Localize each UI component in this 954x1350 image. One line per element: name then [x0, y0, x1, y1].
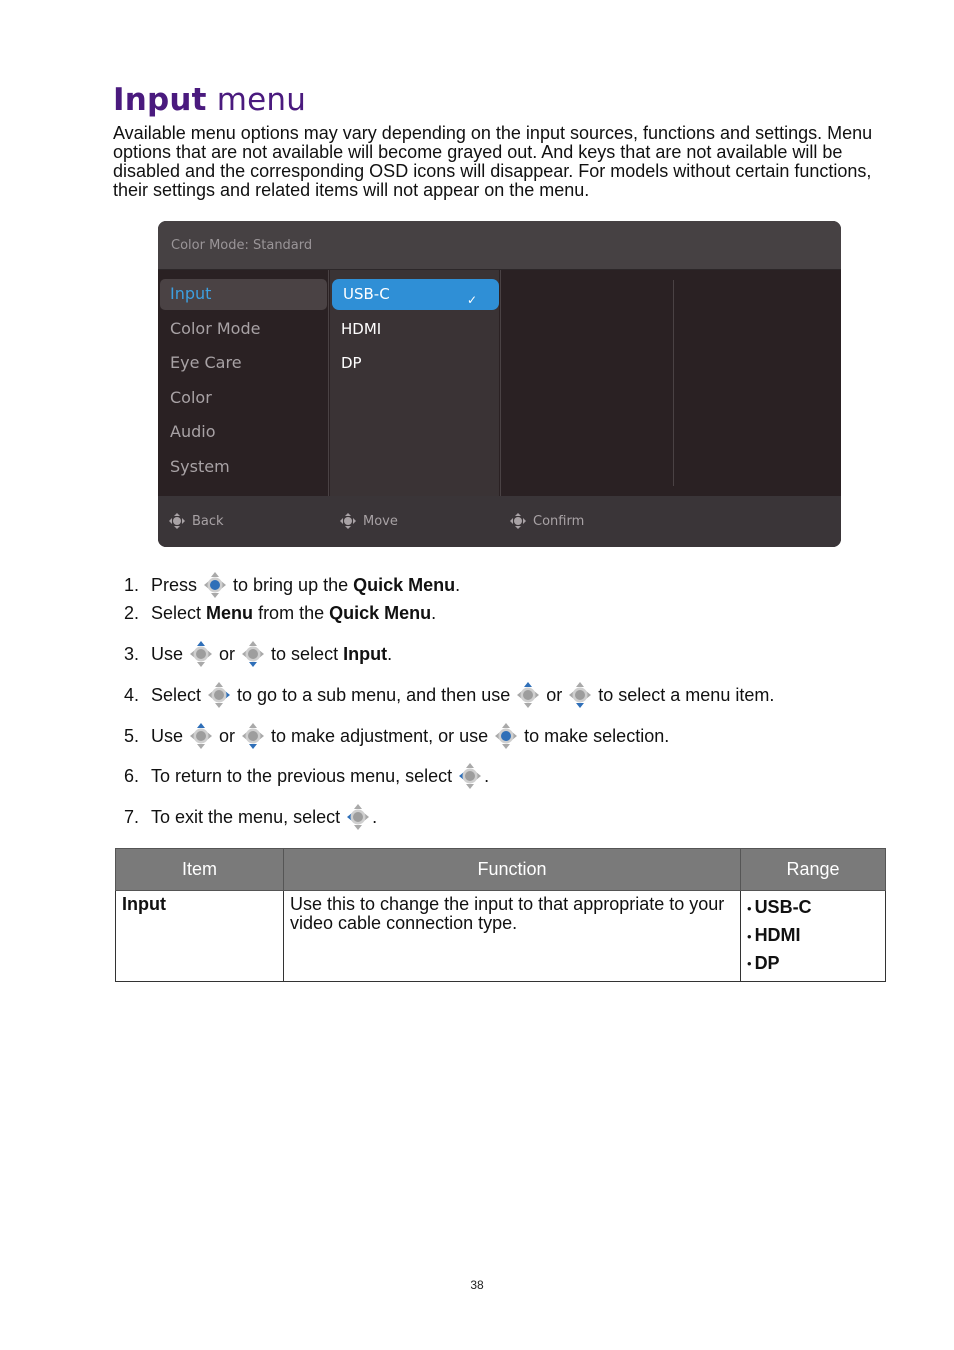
- step-bold: Quick Menu: [329, 603, 432, 623]
- osd-header: [158, 221, 841, 270]
- step-text: Use: [151, 725, 184, 746]
- step-text: to make selection.: [524, 725, 670, 746]
- osd-sub-item-dp[interactable]: DP: [341, 354, 362, 372]
- step-text: Press: [151, 574, 198, 595]
- osd-footer-back-label: Back: [192, 513, 224, 529]
- range-option: • USB-C: [747, 894, 879, 922]
- step-text: to select a menu item.: [598, 684, 775, 705]
- osd-divider: [673, 280, 674, 486]
- step-text: to make adjustment, or use: [271, 725, 489, 746]
- intro-paragraph: Available menu options may vary depending on the input sources, functions and settings. Menu options that are not available will become grayed out. And keys that are not available will be disabled and the corresponding OSD icons will disappear. For models without certain functions, their settings and related items will not appear on the menu.: [113, 123, 873, 200]
- step-text: or: [219, 643, 236, 664]
- step-text: .: [431, 603, 437, 623]
- table-header-item: Item: [116, 849, 284, 891]
- osd-footer-confirm-label: Confirm: [533, 513, 585, 529]
- step-text: to go to a sub menu, and then use: [237, 684, 511, 705]
- step-text: or: [546, 684, 563, 705]
- step-number: 3.: [124, 643, 140, 664]
- step-text: Select: [151, 603, 202, 623]
- osd-footer: [158, 496, 841, 547]
- step-text: .: [455, 574, 461, 595]
- joystick-left-icon: [344, 802, 372, 832]
- table-cell-item: Input: [116, 891, 284, 982]
- osd-main-menu: [158, 270, 329, 496]
- joystick-confirm-icon: [509, 512, 527, 530]
- step-number: 4.: [124, 684, 140, 705]
- step-4: [124, 680, 774, 710]
- joystick-down-icon: [566, 680, 594, 710]
- page-title: [113, 82, 306, 118]
- range-option: • DP: [747, 950, 879, 978]
- joystick-up-icon: [187, 639, 215, 669]
- table-cell-range: [741, 891, 886, 982]
- check-icon: ✓: [466, 293, 477, 307]
- osd-sub-item-usbc: USB-C: [343, 285, 390, 303]
- step-number: 7.: [124, 806, 140, 827]
- joystick-up-icon: [514, 680, 542, 710]
- step-text: .: [372, 806, 378, 827]
- joystick-move-icon: [339, 512, 357, 530]
- joystick-left-icon: [168, 512, 186, 530]
- osd-footer-back: [168, 512, 224, 530]
- osd-sub-selected[interactable]: [332, 279, 499, 310]
- joystick-up-icon: [187, 721, 215, 751]
- osd-footer-move-label: Move: [363, 513, 398, 529]
- osd-header-text: Color Mode: Standard: [171, 238, 313, 253]
- step-text: to bring up the: [233, 574, 349, 595]
- joystick-down-icon: [239, 721, 267, 751]
- osd-menu-item-audio[interactable]: Audio: [170, 422, 216, 441]
- osd-sub-menu: [330, 270, 499, 496]
- osd-menu-item-input[interactable]: Input: [170, 284, 212, 303]
- step-bold: Input: [343, 643, 388, 664]
- osd-menu-item-eye-care[interactable]: Eye Care: [170, 353, 242, 372]
- osd-footer-move: [339, 512, 398, 530]
- joystick-right-icon: [205, 680, 233, 710]
- step-number: 2.: [124, 603, 140, 623]
- osd-menu-screenshot: [158, 221, 841, 547]
- step-text: Select: [151, 684, 202, 705]
- step-3: [124, 639, 392, 669]
- step-text: To exit the menu, select: [151, 806, 341, 827]
- step-bold: Quick Menu: [353, 574, 456, 595]
- step-text: .: [387, 643, 393, 664]
- osd-menu-item-color[interactable]: Color: [170, 388, 212, 407]
- step-text: .: [484, 765, 490, 786]
- osd-menu-item-system[interactable]: System: [170, 457, 230, 476]
- page-title-bold: Input: [113, 82, 207, 118]
- step-1: [124, 570, 460, 600]
- settings-table: [115, 848, 886, 982]
- table-cell-function: Use this to change the input to that appropriate to your video cable connection type.: [284, 891, 741, 982]
- step-text: To return to the previous menu, select: [151, 765, 453, 786]
- step-text: from the: [258, 603, 325, 623]
- page-title-rest: menu: [216, 82, 307, 118]
- joystick-center-icon: [492, 721, 520, 751]
- osd-menu-item-color-mode[interactable]: Color Mode: [170, 319, 261, 338]
- step-2: [124, 603, 436, 624]
- joystick-center-icon: [201, 570, 229, 600]
- step-text: to select: [271, 643, 339, 664]
- step-number: 1.: [124, 574, 140, 595]
- table-header-function: Function: [284, 849, 741, 891]
- step-text: Use: [151, 643, 184, 664]
- table-header-row: [116, 849, 886, 891]
- step-7: [124, 802, 377, 832]
- step-5: [124, 721, 669, 751]
- range-option: • HDMI: [747, 922, 879, 950]
- osd-body: [158, 270, 841, 496]
- page-number: 38: [470, 1278, 484, 1292]
- table-header-range: Range: [741, 849, 886, 891]
- joystick-down-icon: [239, 639, 267, 669]
- step-number: 5.: [124, 725, 140, 746]
- osd-detail-panel: [500, 270, 673, 496]
- step-text: or: [219, 725, 236, 746]
- step-bold: Menu: [206, 603, 254, 623]
- joystick-left-icon: [456, 761, 484, 791]
- osd-footer-confirm: [509, 512, 584, 530]
- table-row: [116, 891, 886, 982]
- step-6: [124, 761, 489, 791]
- osd-sub-item-hdmi[interactable]: HDMI: [341, 320, 382, 338]
- step-number: 6.: [124, 765, 140, 786]
